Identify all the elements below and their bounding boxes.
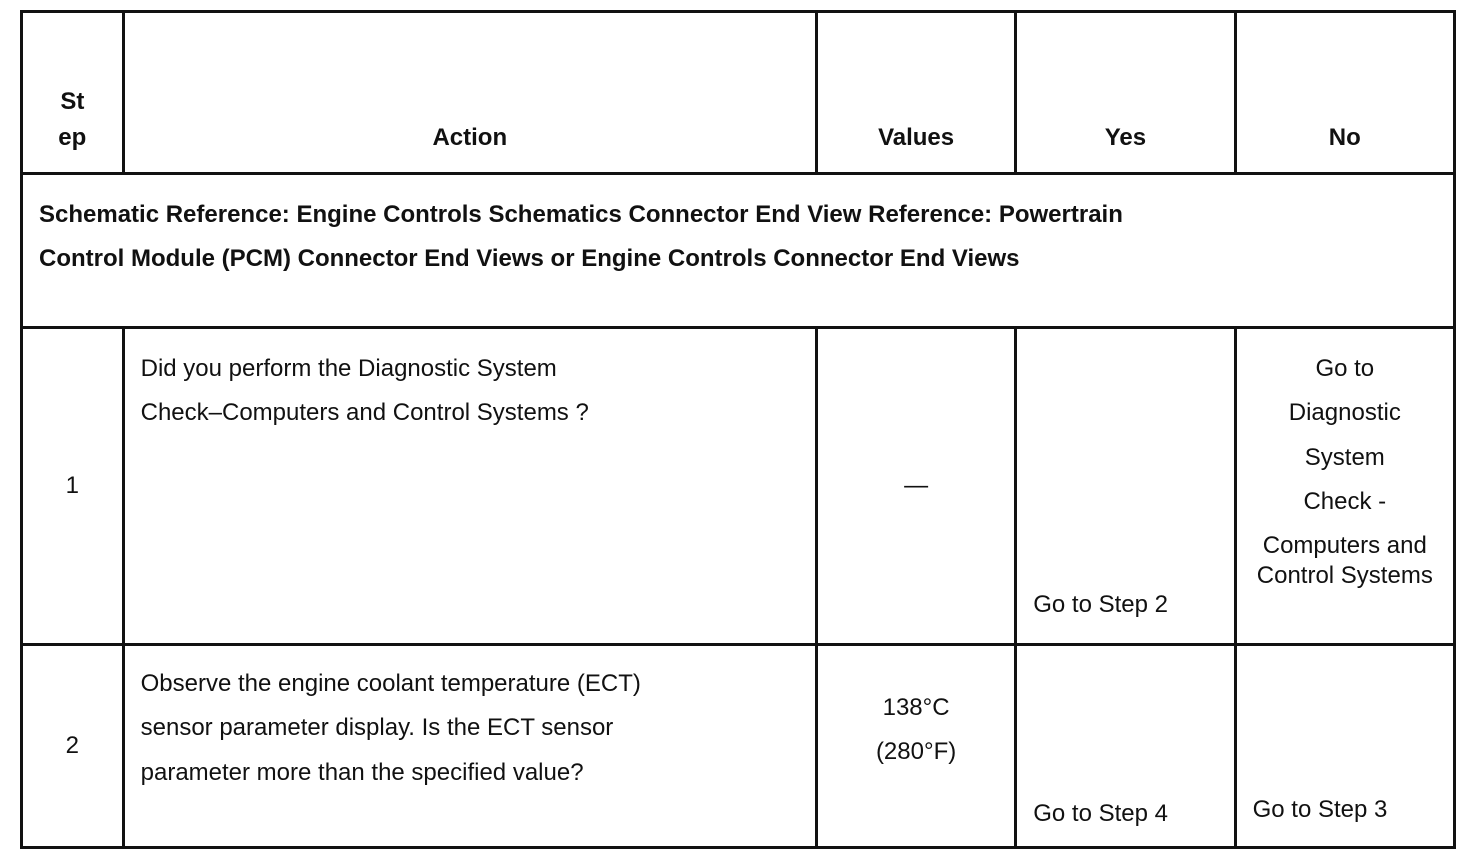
reference-row <box>22 174 1455 328</box>
reference-line2: Control Module (PCM) Connector End Views or Engine Controls Connector End Views <box>39 245 1020 273</box>
reference-line1: Schematic Reference: Engine Controls Schematics Connector End View Reference: Powertrain <box>39 201 1123 228</box>
header-row <box>22 12 1455 174</box>
no-line: Control Systems <box>1256 561 1433 589</box>
value-cell <box>816 645 1015 848</box>
reference-cell <box>22 174 1455 328</box>
no-line: Diagnostic <box>1288 399 1401 427</box>
header-step <box>22 12 124 174</box>
header-step-line2: ep <box>58 124 87 151</box>
action-line: Observe the engine coolant temperature (ECT) <box>140 670 641 697</box>
diagnostic-table <box>20 10 1456 849</box>
header-yes: Yes <box>1016 12 1235 174</box>
yes-cell: Go to Step 4 <box>1016 645 1235 848</box>
no-cell <box>1235 328 1454 645</box>
step-number: 2 <box>22 645 124 848</box>
table-row <box>22 645 1455 848</box>
no-line: System <box>1304 443 1385 471</box>
value-cell: — <box>816 328 1015 645</box>
value-line: 138°C <box>882 694 950 721</box>
header-values: Values <box>816 12 1015 174</box>
action-cell <box>123 645 816 848</box>
no-line: Check - <box>1303 488 1387 516</box>
step-number: 1 <box>22 328 124 645</box>
no-line: Go to <box>1315 355 1375 382</box>
action-cell <box>123 328 816 645</box>
no-line: Computers and <box>1262 531 1427 559</box>
action-line: parameter more than the specified value? <box>140 758 584 786</box>
header-step-line1: St <box>60 88 85 115</box>
yes-cell: Go to Step 2 <box>1016 328 1235 645</box>
header-no: No <box>1235 12 1454 174</box>
header-action: Action <box>123 12 816 174</box>
action-line: Check–Computers and Control Systems ? <box>140 399 589 427</box>
action-line: Did you perform the Diagnostic System <box>140 355 557 382</box>
table-row <box>22 328 1455 645</box>
value-line: (280°F) <box>875 738 957 766</box>
action-line: sensor parameter display. Is the ECT sensor <box>140 714 614 742</box>
no-cell: Go to Step 3 <box>1235 645 1454 848</box>
